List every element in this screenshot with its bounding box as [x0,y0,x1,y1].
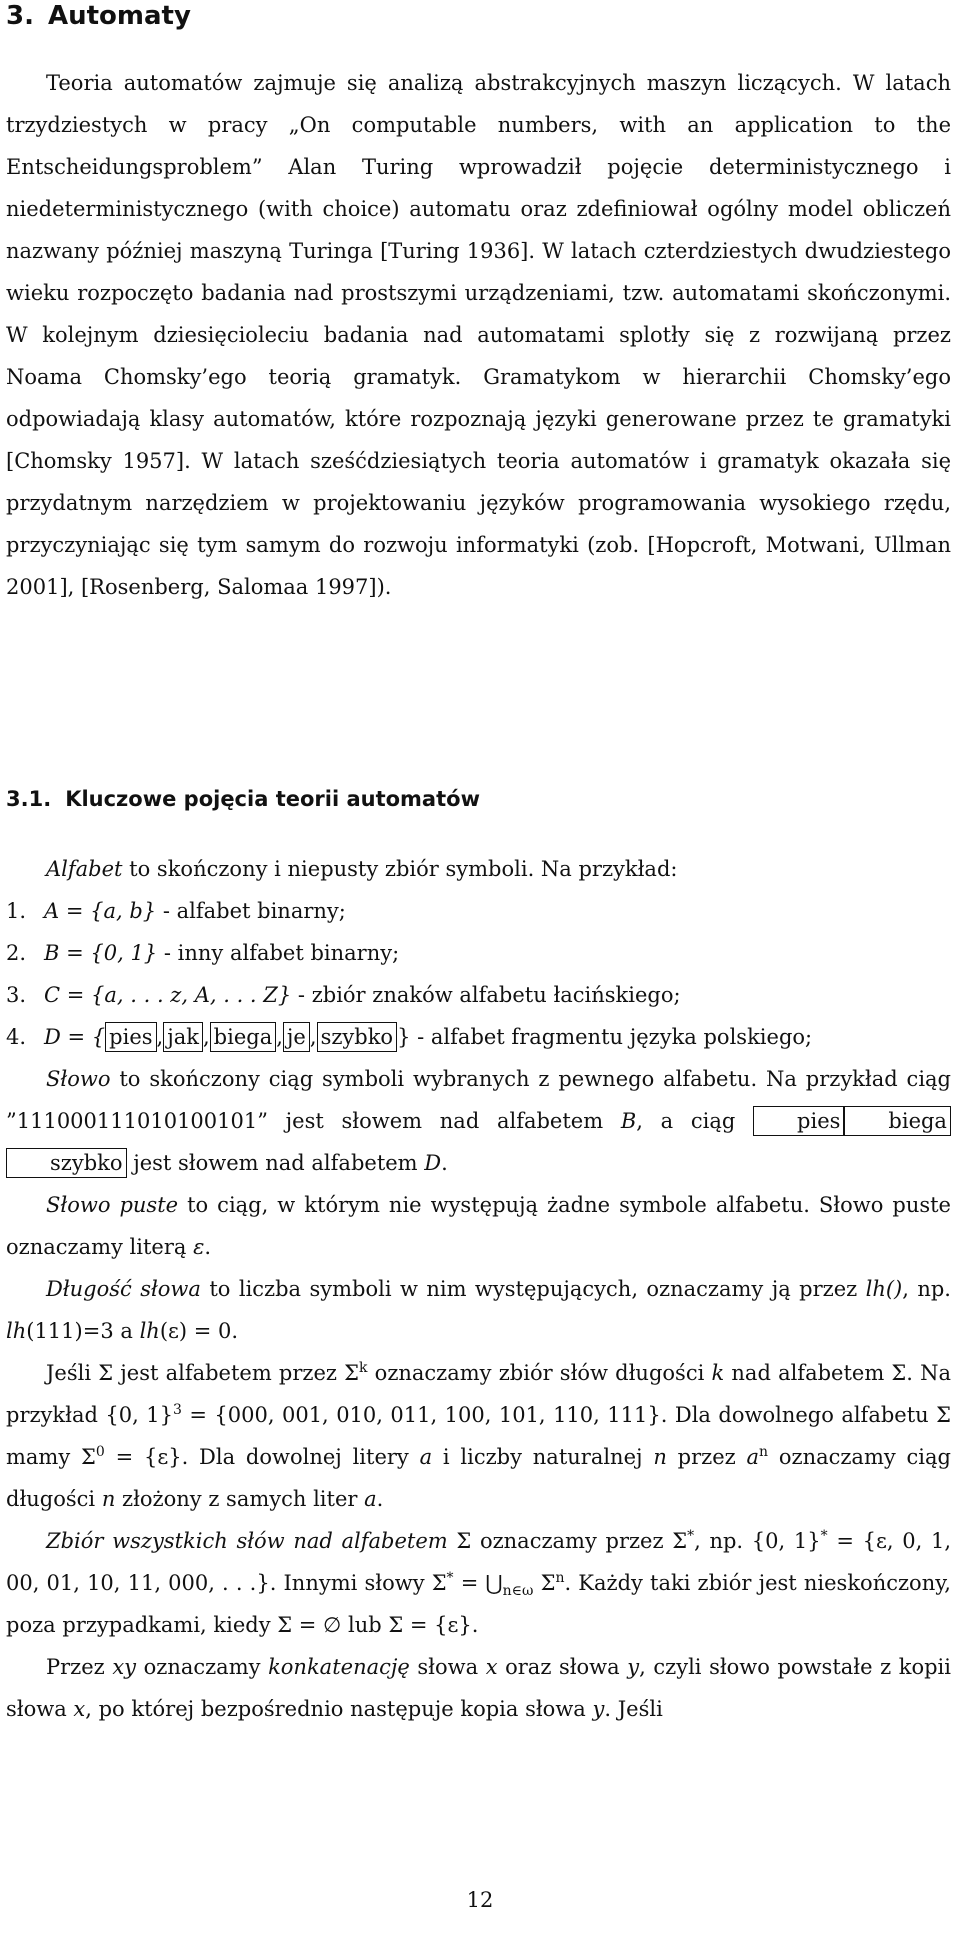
alfabet-definition [6,848,951,890]
var-a: a [419,1445,433,1469]
text: = {ε}. Dla dowolnej litery [115,1445,409,1469]
text: Σ oznaczamy przez Σ [456,1529,688,1553]
var-a: a [364,1487,377,1511]
slowo-text-b: , a ciąg [636,1109,736,1133]
superscript: * [446,1570,454,1586]
var-x: x [485,1655,498,1679]
slowo-puste-text: to ciąg, w którym nie występują żadne symbole alfabetu. Słowo puste oznaczamy literą [6,1193,951,1259]
text: nad alfabetem Σ. Na przykład {0, 1} [6,1361,952,1427]
item-number: 3. [6,983,27,1007]
text: . Każdy taki zbiór jest nieskończony, poza przypadkami, kiedy Σ = ∅ lub Σ = {ε}. [6,1571,951,1637]
item-math: A = {a, b} [44,899,157,923]
konkatenacja-paragraph [6,1646,951,1730]
epsilon-symbol: ε [193,1235,205,1259]
intro-paragraph: Teoria automatów zajmuje się analizą abstrakcyjnych maszyn liczących. W latach trzydziestych w pracy „On computable numbers, with an application to the Entscheidungsproblem” Alan Turing wprowadził pojęcie deterministycznego i niedeterministycznego (with choice) automatu oraz zdefiniował ogólny model obliczeń nazwany później maszyną Turinga [Turing 1936]. W latach czterdziestych dwudziestego wieku rozpoczęto badania nad prostszymi urządzeniami, tzw. automatami skończonymi. W kolejnym dziesięcioleciu badania nad automatami splotły się z rozwijaną przez Noama Chomsky’ego teorią gramatyk. Gramatykom w hierarchii Chomsky’ego odpowiadają klasy automatów, które rozpoznają języki generowane przez te gramatyki [Chomsky 1957]. W latach sześćdziesiątych teoria automatów i gramatyk okazała się przydatnym narzędziem w projektowaniu języków programowania wysokiego rzędu, przyczyniając się tym samym do rozwoju informatyki (zob. [Hopcroft, Motwani, Ullman 2001], [Rosenberg, Salomaa 1997]). [6,71,951,599]
text: = ⋃ [460,1571,503,1595]
alphabet-examples [6,890,951,1058]
sigma-star-paragraph [6,1520,951,1646]
boxed-word: szybko [317,1022,398,1052]
var-x: x [73,1697,86,1721]
var-y: y [627,1655,640,1679]
konkatenacja-term: konkatenację [268,1655,410,1679]
item-math: C = {a, . . . z, A, . . . Z} [44,983,292,1007]
text: oznaczamy [143,1655,261,1679]
var-k: k [711,1361,725,1385]
item-number: 2. [6,941,27,965]
text: Σ [540,1571,556,1595]
subsection-number: 3.1. [6,787,52,811]
boxed-word: biega [844,1106,951,1136]
section-heading [6,0,191,32]
text: Jeśli Σ jest alfabetem przez Σ [46,1361,359,1385]
item-math-prefix: D = { [44,1025,106,1049]
dlugosc-mid: , np. [902,1277,951,1301]
slowo-text: to skończony ciąg symboli wybranych z pewnego alfabetu. Na przykład ciąg ”111000111010100101” jest słowem nad alfabetem [6,1067,951,1133]
lh-example: (ε) = 0. [159,1319,239,1343]
section-title: Automaty [47,1,191,31]
punctuation: . [441,1151,448,1175]
text: oraz słowa [505,1655,620,1679]
superscript: * [687,1528,695,1544]
item-text: - zbiór znaków alfabetu łacińskiego; [297,983,681,1007]
page-number: 12 [466,1888,494,1912]
var-n: n [101,1487,116,1511]
boxed-word: biega [210,1022,277,1052]
dlugosc-definition [6,1268,951,1352]
subscript: n∈ω [502,1583,534,1600]
var-a: a [746,1445,760,1469]
text: oznaczamy ciąg długości [6,1445,951,1511]
punctuation: . [376,1487,384,1511]
var-b: B [620,1109,637,1133]
lh-function: lh [139,1319,160,1343]
superscript: 3 [172,1402,182,1418]
var-xy: xy [112,1655,137,1679]
section-number: 3. [6,1,34,31]
alfabet-term: Alfabet [46,857,123,881]
text: złożony z samych liter [122,1487,358,1511]
item-text: - inny alfabet binarny; [163,941,400,965]
list-item [6,974,951,1016]
var-y: y [592,1697,605,1721]
alfabet-text: to skończony i niepusty zbiór symboli. Na przykład: [129,857,678,881]
item-text: - alfabet binarny; [162,899,346,923]
text: , czyli słowo powstałe z kopii słowa [6,1655,951,1721]
slowo-puste-term: Słowo puste [46,1193,179,1217]
punctuation: . [204,1235,212,1259]
definitions-block [6,1058,951,1730]
var-d: D [424,1151,442,1175]
slowo-definition [6,1058,951,1184]
boxed-word: jak [163,1022,203,1052]
boxed-word: pies [105,1022,156,1052]
slowo-term: Słowo [46,1067,111,1091]
list-item [6,890,951,932]
item-math: B = {0, 1} [44,941,158,965]
superscript: * [820,1528,828,1544]
boxed-word: pies [753,1106,844,1136]
text: = {000, 001, 010, 011, 100, 101, 110, 111}. Dla dowolnego alfabetu Σ mamy Σ [6,1403,951,1469]
text: , np. {0, 1} [694,1529,821,1553]
text: słowa [417,1655,479,1679]
text: i liczby naturalnej [442,1445,643,1469]
subsection-title: Kluczowe pojęcia teorii automatów [65,787,480,811]
item-math-suffix: } [397,1025,411,1049]
superscript: k [359,1360,368,1376]
var-n: n [653,1445,667,1469]
item-number: 4. [6,1025,27,1049]
text: = {ε, 0, 1, 00, 01, 10, 11, 000, . . .}. Innymi słowy Σ [6,1529,951,1595]
text: , po której bezpośrednio następuje kopia słowa [85,1697,586,1721]
item-number: 1. [6,899,27,923]
slowo-text-c: jest słowem nad alfabetem [133,1151,418,1175]
item-text: - alfabet fragmentu języka polskiego; [417,1025,813,1049]
text: oznaczamy zbiór słów długości [374,1361,705,1385]
list-item: 4. D = { pies , jak , biega , je , szybko } - alfabet fragmentu języka polskiego; [6,1016,951,1058]
lh-example: (111)=3 a [26,1319,133,1343]
boxed-word: je [283,1022,310,1052]
list-item [6,932,951,974]
text: . Jeśli [604,1697,663,1721]
sigma-k-paragraph [6,1352,951,1520]
sigma-star-term: Zbiór wszystkich słów nad alfabetem [46,1529,448,1553]
text: przez [677,1445,736,1469]
text: Przez [46,1655,105,1679]
dlugosc-term: Długość słowa [46,1277,201,1301]
slowo-puste-definition [6,1184,951,1268]
lh-function: lh() [865,1277,903,1301]
superscript: n [555,1570,565,1586]
boxed-word: szybko [6,1148,127,1178]
superscript: n [759,1444,769,1460]
lh-function: lh [6,1319,27,1343]
superscript: 0 [95,1444,105,1460]
dlugosc-text: to liczba symboli w nim występujących, oznaczamy ją przez [209,1277,858,1301]
subsection-heading [6,785,480,813]
intro-block [6,62,951,608]
